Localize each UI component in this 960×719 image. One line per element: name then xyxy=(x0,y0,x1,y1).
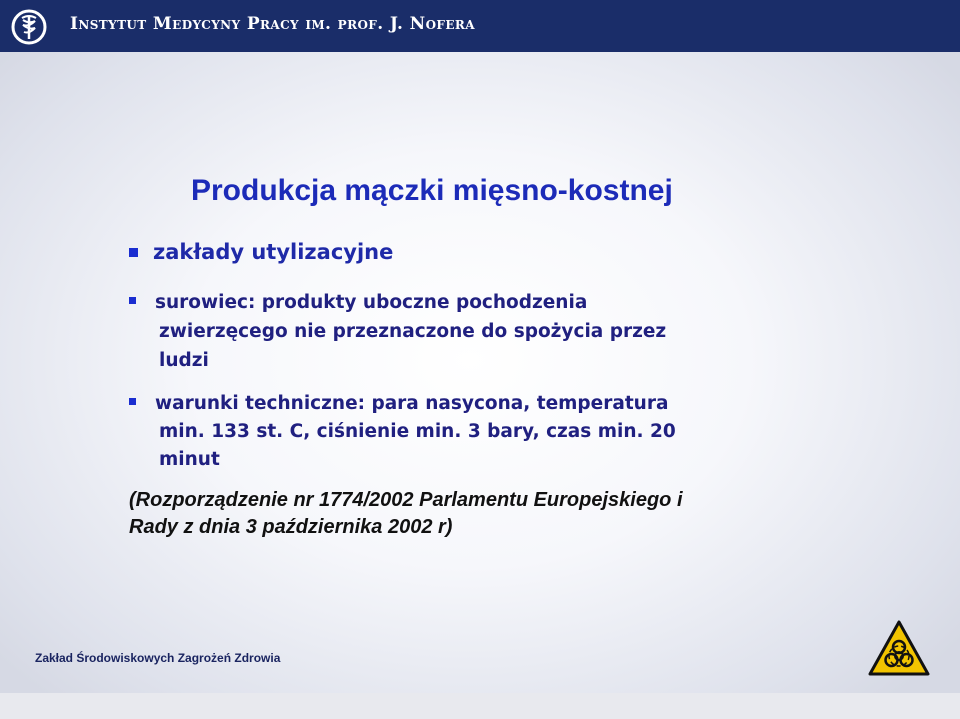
biohazard-warning-icon xyxy=(868,620,930,676)
citation-line-2: Rady z dnia 3 października 2002 r) xyxy=(129,516,453,538)
bullet-item-3 xyxy=(155,390,835,474)
bullet-item-3-line-2: min. 133 st. C, ciśnienie min. 3 bary, czas min. 20 xyxy=(159,421,676,442)
caduceus-icon xyxy=(10,8,48,46)
legal-citation xyxy=(129,487,683,541)
citation-line-1: (Rozporządzenie nr 1774/2002 Parlamentu Europejskiego i xyxy=(129,489,683,511)
bullet-item-1 xyxy=(153,240,393,264)
footer-bar xyxy=(0,693,960,719)
bullet-item-2-line-2: zwierzęcego nie przeznaczone do spożycia przez xyxy=(159,321,667,342)
bullet-item-3-line-3: minut xyxy=(159,449,220,470)
bullet-marker xyxy=(129,398,136,405)
department-name: Zakład Środowiskowych Zagrożeń Zdrowia xyxy=(35,651,281,665)
bullet-marker xyxy=(129,248,138,257)
bullet-marker xyxy=(129,297,136,304)
header-bar xyxy=(0,0,960,52)
slide-title: Produkcja mączki mięsno-kostnej xyxy=(191,174,673,207)
bullet-item-1-line-1: zakłady utylizacyjne xyxy=(153,240,394,264)
institution-name: Instytut Medycyny Pracy im. prof. J. Nofera xyxy=(70,14,475,34)
bullet-item-2-line-1: surowiec: produkty uboczne pochodzenia xyxy=(155,292,588,313)
bullet-item-2-line-3: ludzi xyxy=(159,350,209,371)
bullet-item-2 xyxy=(155,288,835,375)
bullet-item-3-line-1: warunki techniczne: para nasycona, temperatura xyxy=(155,393,669,414)
